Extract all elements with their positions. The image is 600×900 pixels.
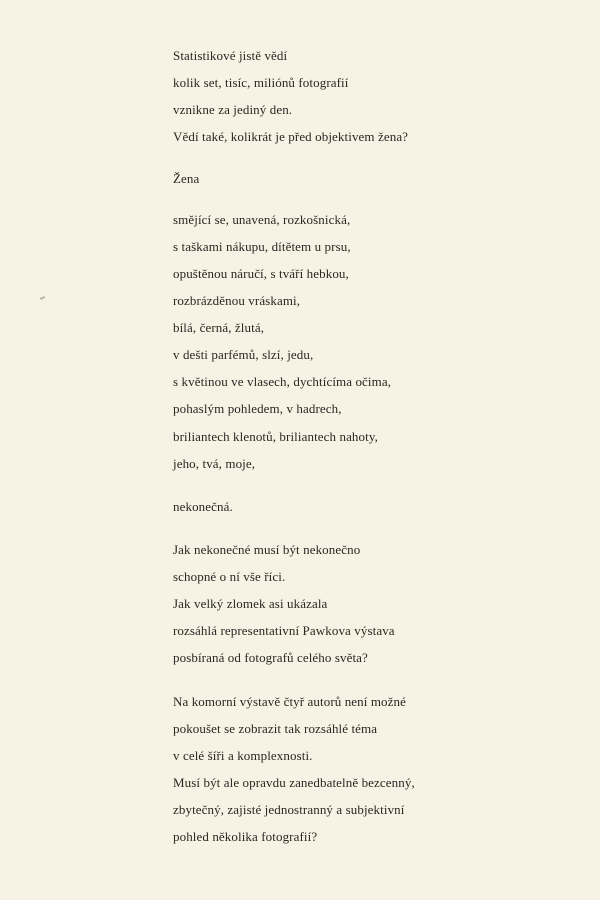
poem-line: Musí být ale opravdu zanedbatelně bezcenný, (173, 775, 415, 790)
poem-line: zbytečný, zajisté jednostranný a subjektivní (173, 802, 405, 817)
poem-line: Na komorní výstavě čtyř autorů není možné (173, 694, 406, 709)
poem-line: briliantech klenotů, briliantech nahoty, (173, 429, 378, 444)
poem-line: Statistikové jistě vědí (173, 48, 288, 63)
poem-line: pohaslým pohledem, v hadrech, (173, 401, 342, 416)
poem-line: Vědí také, kolikrát je před objektivem žena? (173, 129, 409, 144)
poem-line: Žena (173, 171, 200, 186)
poem-line: jeho, tvá, moje, (173, 456, 256, 471)
poem-line: s taškami nákupu, dítětem u prsu, (173, 239, 351, 254)
poem-line: vznikne za jediný den. (173, 102, 293, 117)
poem-line: rozsáhlá representativní Pawkova výstava (173, 623, 395, 638)
poem-line: posbíraná od fotografů celého světa? (173, 650, 368, 665)
poem-line: pokoušet se zobrazit tak rozsáhlé téma (173, 721, 378, 736)
poem-line: v celé šíři a komplexnosti. (173, 748, 313, 763)
poem-line: s květinou ve vlasech, dychtícíma očima, (173, 374, 392, 389)
poem-line: nekonečná. (173, 499, 233, 514)
poem-line: opuštěnou náručí, s tváří hebkou, (173, 266, 349, 281)
poem-line: pohled několika fotografií? (173, 829, 318, 844)
poem-line: schopné o ní vše říci. (173, 569, 286, 584)
poem-line: kolik set, tisíc, miliónů fotografií (173, 75, 349, 90)
paper-mark (40, 296, 45, 300)
poem-line: Jak nekonečné musí být nekonečno (173, 542, 361, 557)
poem-line: smějící se, unavená, rozkošnická, (173, 212, 351, 227)
poem-line: Jak velký zlomek asi ukázala (173, 596, 328, 611)
poem-line: rozbrázděnou vráskami, (173, 293, 301, 308)
poem-line: v dešti parfémů, slzí, jedu, (173, 347, 314, 362)
poem-line: bílá, černá, žlutá, (173, 320, 265, 335)
